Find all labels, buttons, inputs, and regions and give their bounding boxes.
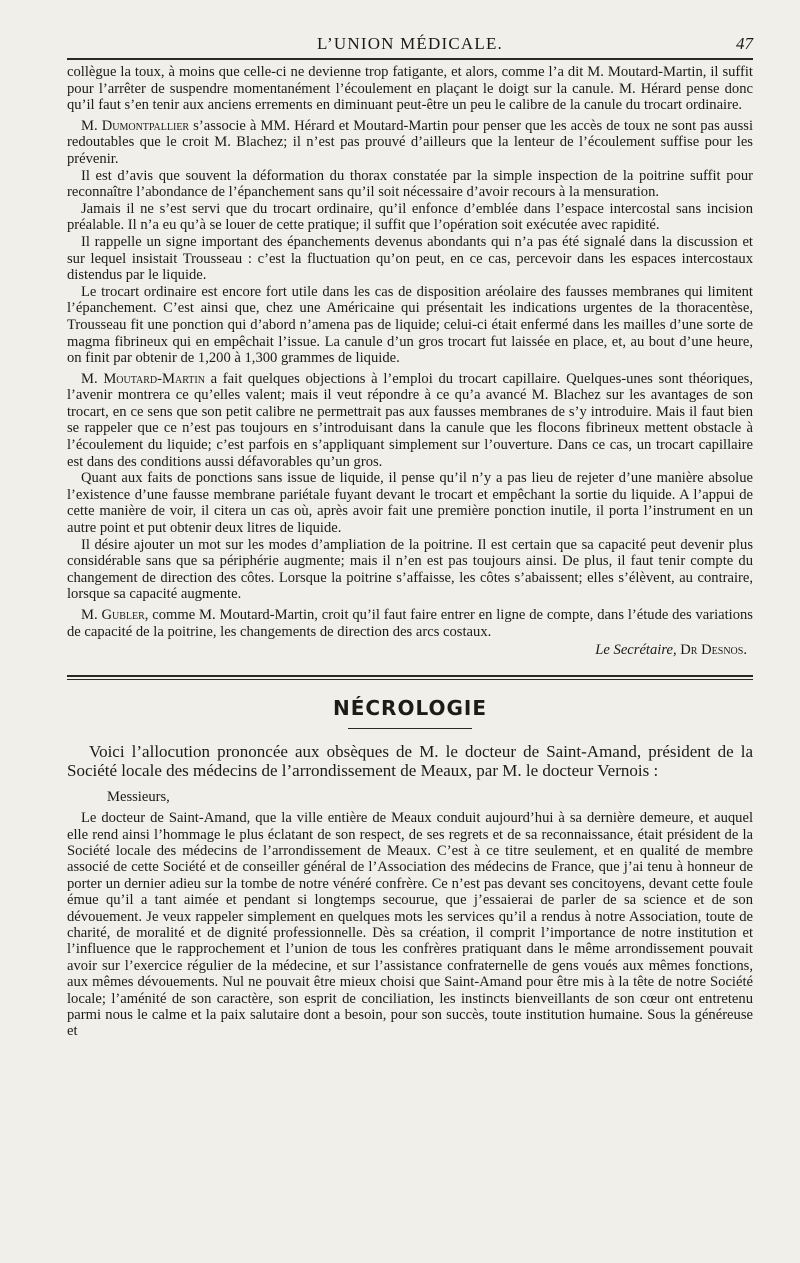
speaker-name: Moutard-Martin [103, 370, 205, 387]
speech-salutation: Messieurs, [107, 789, 170, 806]
minutes-paragraph: Le trocart ordinaire est encore fort utile dans les cas de disposition aréolaire des fausses membranes qui limitent l’épanchement. C’est ainsi que, chez une Américaine qui présentait les indications urgentes de la thoracentèse, Trousseau fit une ponction qui d’abord n’amena pas de liquide; celui-ci était enfermé dans les mailles d’une sorte de magma fibrineux qui en empêchait l’issue. La canule d’un gros trocart fut laissée en place, et, au bout d’une heure, on finit par obtenir de 1,200 à 1,300 grammes de liquide. [67, 283, 753, 367]
minutes-paragraph: Il est d’avis que souvent la déformation du thorax constatée par la simple inspection de la poitrine suffit pour reconnaître l’abondance de l’épanchement sans qu’il soit nécessaire d’avoir recours à la mensuration. [67, 167, 753, 201]
speech-paragraph: Le docteur de Saint-Amand, que la ville entière de Meaux conduit aujourd’hui à sa dernière demeure, et auquel elle rend ainsi l’hommage le plus éclatant de son respect, de ses regrets et de sa reconnaissance, était président de la Société locale des médecins de l’arrondissement de Meaux. C’est à ce titre seulement, et en qualité de membre associé de cette Société et de conseiller général de l’Association des médecins de France, que j’ai tenu à honneur de porter un dernier adieu sur la tombe de notre vénéré confrère. Ce n’est pas devant ses concitoyens, devant cette foule émue qu’il a tant aimée et pendant si longtemps secourue, que j’essaierai de parler de sa science et de son dévouement. Je veux rappeler simplement en quelques mots les services qu’il a rendus à notre Association, toute de charité, de moralité et de dignité professionnelle. Dès sa création, il comprit l’importance de notre institution et l’influence que le rapprochement et l’union de tous les confrères pratiquant dans le même arrondissement pouvait avoir sur l’exercice régulier de la médecine, et sur l’assistance confraternelle de gens voués aux mêmes fonctions, aux mêmes dévouements. Nul ne pouvait être mieux choisi que Saint-Amand pour être mis à la tête de notre Société locale; l’aménité de son caractère, son esprit de conciliation, les instincts bienveillants de son cœur ont entretenu parmi nous le calme et la paix salutaire dont a besoin, pour son succès, toute institution humaine. Sous la généreuse et [67, 810, 753, 1040]
speaker-remarks: , comme M. Moutard-Martin, croit qu’il faut faire entrer en ligne de compte, dans l’étude des variations de capacité de la poitrine, les changements de direction des arcs costaux. [67, 607, 753, 640]
minutes-paragraph: collègue la toux, à moins que celle-ci ne devienne trop fatigante, et alors, comme l’a dit M. Moutard-Martin, il suffit pour l’arrêter de suspendre momentanément l’écoulement en plaçant le doigt sur la canule. M. Hérard pense donc qu’il faut s’en tenir aux anciens errements en diminuant peut-être un peu le calibre de la canule du trocart ordinaire. [67, 64, 753, 114]
speaker-remarks: a fait quelques objections à l’emploi du trocart capillaire. Quelques-unes sont théoriques, l’avenir montrera ce qu’elles valent; mais il veut répondre à ce qu’a avancé M. Blachez sur les avantages de son trocart, en ce sens que son petit calibre ne permettrait pas aux fausses membranes de s’y introduire. Mais il faut bien se rappeler que ce n’est pas toujours en s’introduisant dans la canule que les flocons fibrineux mettent obstacle à l’écoulement du liquide; c’est parfois en s’appliquant simplement sur l’ouverture. Dans ce cas, un trocart capillaire est dans des conditions aussi défavorables qu’un gros. [67, 370, 753, 470]
minutes-paragraph: Il désire ajouter un mot sur les modes d’ampliation de la poitrine. Il est certain que sa capacité peut devenir plus considérable sans que sa périphérie augmente; mais il n’en est pas toujours ainsi. De plus, il faut tenir compte du changement de direction des côtes. Lorsque la poitrine s’affaisse, les côtes s’abaissent; elles s’élèvent, au contraire, lorsque sa capacité augmente. [67, 536, 753, 603]
section-divider [67, 675, 753, 680]
signature-role: Le Secrétaire, [595, 642, 677, 659]
minutes-paragraph [67, 371, 753, 471]
minutes-paragraph: Jamais il ne s’est servi que du trocart ordinaire, qu’il enfonce d’emblée dans l’espace intercostal sans incision préalable. Il n’a eu qu’à se louer de cette pratique; il suffit que l’opération soit exécutée avec rapidité. [67, 200, 753, 234]
minutes-paragraph: Il rappelle un signe important des épanchements devenus abondants qui n’a pas été signalé dans la discussion et sur lequel insistait Trousseau : c’est la fluctuation qu’on peut, en ce cas, percevoir dans les espaces intercostaux distendus par le liquide. [67, 233, 753, 284]
speaker-prefix: M. [81, 370, 104, 387]
speaker-prefix: M. [81, 117, 102, 134]
minutes-paragraph [67, 118, 753, 168]
speaker-prefix: M. [81, 607, 102, 623]
obituary-intro: Voici l’allocution prononcée aux obsèques de M. le docteur de Saint-Amand, président de la Société locale des médecins de l’arrondissement de Meaux, par M. le docteur Vernois : [67, 742, 753, 781]
journal-title: L’UNION MÉDICALE. [317, 34, 503, 53]
title-underline [348, 728, 472, 729]
speaker-remarks: s’associe à MM. Hérard et Moutard-Martin pour penser que les accès de toux ne sont pas aussi redoutables que le croit M. Blachez; il n’est pas prouvé d’ailleurs que la lenteur de l’écoulement suffise pour les prévenir. [67, 117, 753, 167]
speaker-name: Dumontpallier [101, 117, 190, 134]
running-header [67, 24, 753, 60]
minutes-paragraph: Quant aux faits de ponctions sans issue de liquide, il pense qu’il n’y a pas lieu de rejeter d’une manière absolue l’existence d’une fausse membrane pariétale fuyant devant le trocart et empêchant la sortie du liquide. A l’appui de cette manière de voir, il citera un cas où, après avoir fait une première ponction inutile, il porta l’instrument en un autre point et put obtenir deux litres de liquide. [67, 470, 753, 537]
minutes-paragraph [67, 607, 753, 640]
society-minutes [67, 64, 753, 659]
signature-name: Dr Desnos. [680, 642, 747, 659]
secretary-signature [67, 642, 753, 659]
section-title-necrologie: NÉCROLOGIE [332, 696, 488, 721]
page-number: 47 [736, 34, 753, 53]
speaker-name: Gubler [101, 607, 145, 623]
